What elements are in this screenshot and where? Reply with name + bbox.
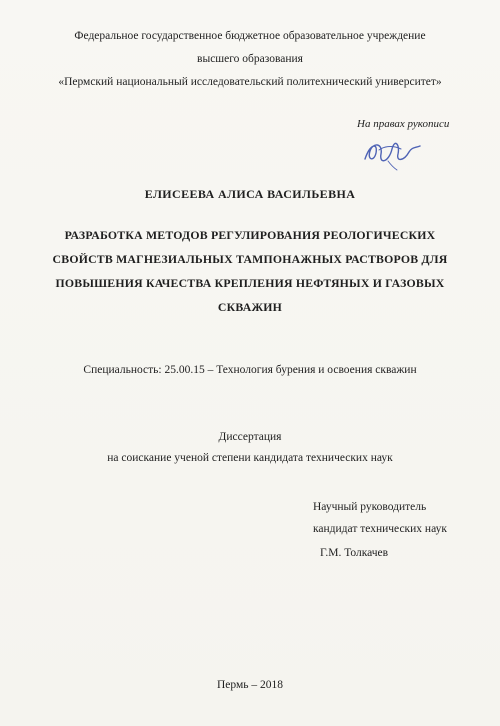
dissertation-title-line-4: СКВАЖИН bbox=[217, 300, 283, 314]
city-year: Пермь – 2018 bbox=[216, 679, 283, 691]
advisor-name: Г.М. Толкачев bbox=[320, 547, 389, 559]
dissertation-type: Диссертация bbox=[218, 431, 282, 443]
institution-header-line-1: Федеральное государственное бюджетное образовательное учреждение bbox=[74, 30, 426, 42]
advisor-role: Научный руководитель bbox=[313, 501, 427, 513]
advisor-degree: кандидат технических наук bbox=[313, 523, 447, 535]
manuscript-note: На правах рукописи bbox=[357, 118, 450, 130]
author-name: ЕЛИСЕЕВА АЛИСА ВАСИЛЬЕВНА bbox=[144, 187, 356, 201]
specialty-line: Специальность: 25.00.15 – Технология бурения и освоения скважин bbox=[83, 364, 417, 376]
institution-header-line-2: высшего образования bbox=[197, 53, 303, 65]
dissertation-title-line-2: СВОЙСТВ МАГНЕЗИАЛЬНЫХ ТАМПОНАЖНЫХ РАСТВОРОВ ДЛЯ bbox=[52, 252, 448, 266]
dissertation-title-line-3: ПОВЫШЕНИЯ КАЧЕСТВА КРЕПЛЕНИЯ НЕФТЯНЫХ И ГАЗОВЫХ bbox=[55, 276, 445, 290]
dissertation-purpose: на соискание ученой степени кандидата технических наук bbox=[107, 452, 393, 464]
signature-icon bbox=[360, 131, 432, 173]
dissertation-title-line-1: РАЗРАБОТКА МЕТОДОВ РЕГУЛИРОВАНИЯ РЕОЛОГИЧЕСКИХ bbox=[64, 228, 436, 242]
institution-header-line-3: «Пермский национальный исследовательский политехнический университет» bbox=[58, 76, 442, 88]
